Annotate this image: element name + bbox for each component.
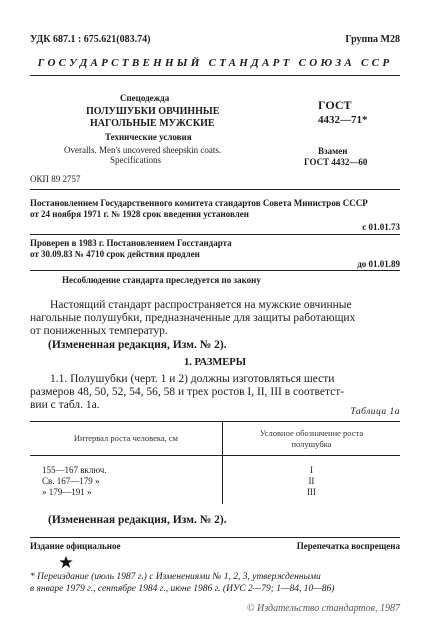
check-line-2: от 30.09.83 № 4710 срок действия продлен bbox=[30, 249, 200, 259]
table-header-interval: Интервал роста человека, см bbox=[30, 422, 222, 456]
reprint-prohibited: Перепечатка воспрещена bbox=[296, 541, 400, 551]
clause-line-2: размеров 48, 50, 52, 54, 56, 58 и трех ростов I, II, III в соответст- bbox=[30, 386, 345, 398]
okp-rule bbox=[30, 189, 400, 190]
reissue-note-2: в январе 1979 г., сентябре 1984 г., июне 1986 г. (ИУС 2—79; 1—84, 10—86) bbox=[30, 584, 335, 594]
intro-line-2: нагольные полушубки, предназначенные для защиты работающих bbox=[30, 312, 356, 324]
intro-line-1: Настоящий стандарт распространяется на мужские овчинные bbox=[50, 299, 352, 311]
table-header-designation-line-2: полушубка bbox=[291, 438, 332, 449]
table-1a bbox=[30, 421, 400, 504]
subtitle: Технические условия bbox=[105, 132, 192, 142]
table-label: Таблица 1а bbox=[350, 407, 400, 417]
footer-rule bbox=[30, 537, 400, 538]
intro-line-3: от пониженных температур. bbox=[30, 325, 168, 337]
table-cell-designation: II bbox=[308, 476, 315, 487]
gost-label: ГОСТ bbox=[318, 98, 352, 112]
udk-code: УДК 687.1 : 675.621(083.74) bbox=[30, 34, 151, 45]
decree-rule-1 bbox=[30, 234, 400, 235]
table-cell-designation: I bbox=[309, 465, 313, 476]
title-line-2: НАГОЛЬНЫЕ МУЖСКИЕ bbox=[90, 118, 215, 129]
amendment-note-1: (Измененная редакция, Изм. № 2). bbox=[48, 339, 227, 351]
star-icon bbox=[59, 555, 73, 569]
english-title-1: Overalls. Men's uncovered sheepskin coats. bbox=[64, 145, 222, 155]
table-cell-interval: » 179—191 » bbox=[30, 487, 222, 504]
clause-line-3: вии с табл. 1а. bbox=[30, 399, 100, 411]
decree-rule-2 bbox=[30, 270, 400, 271]
group-code: Группа М28 bbox=[345, 34, 400, 45]
replaces-value: ГОСТ 4432—60 bbox=[304, 157, 368, 167]
table-row bbox=[30, 487, 400, 504]
reissue-note-1: * Переиздание (июль 1987 г.) с Изменениями № 1, 2, 3, утвержденными bbox=[30, 572, 321, 582]
okp-code: ОКП 89 2757 bbox=[30, 174, 81, 184]
table-row bbox=[30, 476, 400, 487]
english-title-2: Specifications bbox=[110, 155, 161, 165]
table-row bbox=[30, 456, 400, 477]
table-header-designation bbox=[222, 422, 400, 456]
clause-line-1: 1.1. Полушубки (черт. 1 и 2) должны изготовляться шести bbox=[50, 373, 335, 385]
banner-rule bbox=[30, 75, 400, 76]
table-cell-interval: 155—167 включ. bbox=[30, 456, 222, 477]
copyright: © Издательство стандартов, 1987 bbox=[246, 603, 400, 614]
title-line-1: ПОЛУШУБКИ ОВЧИННЫЕ bbox=[86, 106, 220, 117]
category: Спецодежда bbox=[120, 93, 170, 103]
check-line-1: Проверен в 1983 г. Постановлением Госстандарта bbox=[30, 238, 232, 248]
amendment-note-2: (Измененная редакция, Изм. № 2). bbox=[48, 514, 227, 526]
banner-title: ГОСУДАРСТВЕННЫЙ СТАНДАРТ СОЮЗА ССР bbox=[37, 57, 393, 69]
law-warning: Несоблюдение стандарта преследуется по закону bbox=[62, 275, 261, 285]
replaces-label: Взамен bbox=[318, 146, 348, 156]
decree-date-2: до 01.01.89 bbox=[357, 259, 400, 269]
section-heading: 1. РАЗМЕРЫ bbox=[183, 357, 247, 368]
table-header-designation-line-1: Условное обозначение роста bbox=[259, 428, 364, 438]
official-edition: Издание официальное bbox=[30, 541, 121, 551]
decree-line-2: от 24 ноября 1971 г. № 1928 срок введения установлен bbox=[30, 209, 249, 219]
decree-line-1: Постановлением Государственного комитета стандартов Совета Министров СССР bbox=[30, 198, 368, 208]
gost-number: 4432—71* bbox=[318, 114, 368, 126]
table-cell-designation: III bbox=[306, 487, 316, 498]
table-cell-interval: Св. 167—179 » bbox=[30, 476, 222, 487]
decree-date-1: с 01.01.73 bbox=[362, 222, 400, 232]
